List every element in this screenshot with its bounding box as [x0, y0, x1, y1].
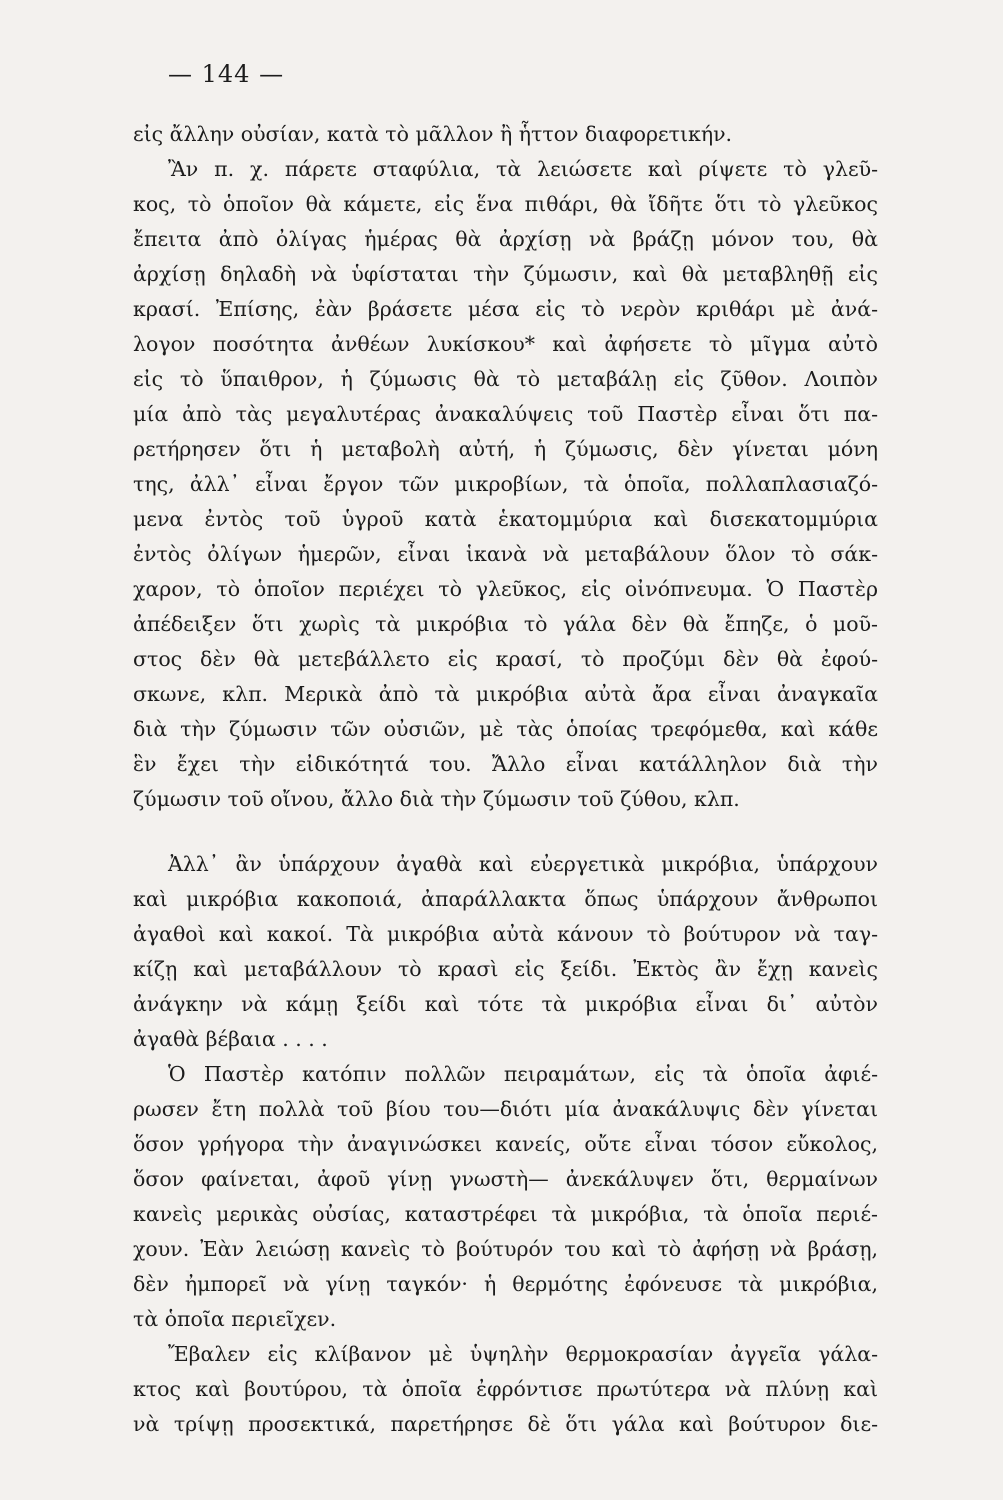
text-line: δὲν ἠμπορεῖ νὰ γίνῃ ταγκόν· ἡ θερμότης ἐφόνευσε τὰ μικρόβια,: [133, 1272, 878, 1296]
text-line: ρωσεν ἔτη πολλὰ τοῦ βίου του—διότι μία ἀνακάλυψις δὲν γίνεται: [133, 1097, 878, 1121]
text-line: σκωνε, κλπ. Μερικὰ ἀπὸ τὰ μικρόβια αὐτὰ ἄρα εἶναι ἀναγκαῖα: [133, 682, 878, 706]
text-line: εἰς ἄλλην οὐσίαν, κατὰ τὸ μᾶλλον ἢ ἧττον διαφορετικήν.: [133, 122, 733, 146]
text-line: ρετήρησεν ὅτι ἡ μεταβολὴ αὐτή, ἡ ζύμωσις, δὲν γίνεται μόνη: [133, 437, 878, 461]
text-line: κρασί. Ἐπίσης, ἐὰν βράσετε μέσα εἰς τὸ νερὸν κριθάρι μὲ ἀνά-: [133, 297, 878, 321]
text-line: εἰς τὸ ὕπαιθρον, ἡ ζύμωσις θὰ τὸ μεταβάλῃ εἰς ζῦθον. Λοιπὸν: [133, 367, 878, 391]
text-line: χαρον, τὸ ὁποῖον περιέχει τὸ γλεῦκος, εἰς οἰνόπνευμα. Ὁ Παστὲρ: [133, 577, 878, 601]
text-line: ἀγαθὰ βέβαια . . . .: [133, 1027, 328, 1051]
text-line: μία ἀπὸ τὰς μεγαλυτέρας ἀνακαλύψεις τοῦ Παστὲρ εἶναι ὅτι πα-: [133, 402, 878, 426]
text-line: κος, τὸ ὁποῖον θὰ κάμετε, εἰς ἕνα πιθάρι, θὰ ἴδῆτε ὅτι τὸ γλεῦκος: [133, 192, 878, 216]
text-line: Ἀλλ᾽ ἂν ὑπάρχουν ἀγαθὰ καὶ εὐεργετικὰ μικρόβια, ὑπάρχουν: [168, 852, 878, 876]
text-line: κανεὶς μερικὰς οὐσίας, καταστρέφει τὰ μικρόβια, τὰ ὁποῖα περιέ-: [133, 1202, 878, 1226]
text-line: μενα ἐντὸς τοῦ ὑγροῦ κατὰ ἑκατομμύρια καὶ δισεκατομμύρια: [133, 507, 878, 531]
text-line: Ἔβαλεν εἰς κλίβανον μὲ ὑψηλὴν θερμοκρασίαν ἀγγεῖα γάλα-: [168, 1342, 878, 1366]
text-line: τὰ ὁποῖα περιεῖχεν.: [133, 1307, 337, 1331]
text-line: ἔπειτα ἀπὸ ὀλίγας ἡμέρας θὰ ἀρχίσῃ νὰ βράζῃ μόνον του, θὰ: [133, 227, 878, 251]
text-line: ἀρχίσῃ δηλαδὴ νὰ ὑφίσταται τὴν ζύμωσιν, καὶ θὰ μεταβληθῇ εἰς: [133, 262, 878, 286]
text-line: ἓν ἔχει τὴν εἰδικότητά του. Ἄλλο εἶναι κατάλληλον διὰ τὴν: [133, 752, 878, 776]
text-line: ἀγαθοὶ καὶ κακοί. Τὰ μικρόβια αὐτὰ κάνουν τὸ βούτυρον νὰ ταγ-: [133, 922, 878, 946]
text-line: χουν. Ἐὰν λειώσῃ κανεὶς τὸ βούτυρόν του καὶ τὸ ἀφήσῃ νὰ βράσῃ,: [133, 1237, 878, 1261]
text-line: ὅσον γρήγορα τὴν ἀναγινώσκει κανείς, οὔτε εἶναι τόσον εὔκολος,: [133, 1132, 878, 1156]
text-line: νὰ τρίψῃ προσεκτικά, παρετήρησε δὲ ὅτι γάλα καὶ βούτυρον διε-: [133, 1412, 878, 1436]
text-line: ἀπέδειξεν ὅτι χωρὶς τὰ μικρόβια τὸ γάλα δὲν θὰ ἔπηζε, ὁ μοῦ-: [133, 612, 878, 636]
text-line: Ἂν π. χ. πάρετε σταφύλια, τὰ λειώσετε καὶ ρίψετε τὸ γλεῦ-: [168, 157, 878, 181]
text-line: κτος καὶ βουτύρου, τὰ ὁποῖα ἐφρόντισε πρωτύτερα νὰ πλύνῃ καὶ: [133, 1377, 878, 1401]
text-line: Ὁ Παστὲρ κατόπιν πολλῶν πειραμάτων, εἰς τὰ ὁποῖα ἀφιέ-: [168, 1062, 878, 1086]
text-line: ζύμωσιν τοῦ οἴνου, ἄλλο διὰ τὴν ζύμωσιν τοῦ ζύθου, κλπ.: [133, 787, 740, 811]
text-line: διὰ τὴν ζύμωσιν τῶν οὐσιῶν, μὲ τὰς ὁποίας τρεφόμεθα, καὶ κάθε: [133, 717, 878, 741]
text-line: λογον ποσότητα ἀνθέων λυκίσκου* καὶ ἀφήσετε τὸ μῖγμα αὐτὸ: [133, 332, 878, 356]
page-number: — 144 —: [168, 60, 285, 88]
text-line: καὶ μικρόβια κακοποιά, ἀπαράλλακτα ὅπως ὑπάρχουν ἄνθρωποι: [133, 887, 878, 911]
text-line: ἀνάγκην νὰ κάμῃ ξείδι καὶ τότε τὰ μικρόβια εἶναι δι᾽ αὐτὸν: [133, 992, 878, 1016]
text-line: στος δὲν θὰ μετεβάλλετο εἰς κρασί, τὸ προζύμι δὲν θὰ ἐφού-: [133, 647, 878, 671]
text-line: κίζῃ καὶ μεταβάλλουν τὸ κρασὶ εἰς ξείδι. Ἐκτὸς ἂν ἔχῃ κανεὶς: [133, 957, 878, 981]
text-line: ὅσον φαίνεται, ἀφοῦ γίνῃ γνωστὴ— ἀνεκάλυψεν ὅτι, θερμαίνων: [133, 1167, 878, 1191]
text-line: ἐντὸς ὀλίγων ἡμερῶν, εἶναι ἱκανὰ νὰ μεταβάλουν ὅλον τὸ σάκ-: [133, 542, 878, 566]
text-line: της, ἀλλ᾽ εἶναι ἔργον τῶν μικροβίων, τὰ ὁποῖα, πολλαπλασιαζό-: [133, 472, 878, 496]
